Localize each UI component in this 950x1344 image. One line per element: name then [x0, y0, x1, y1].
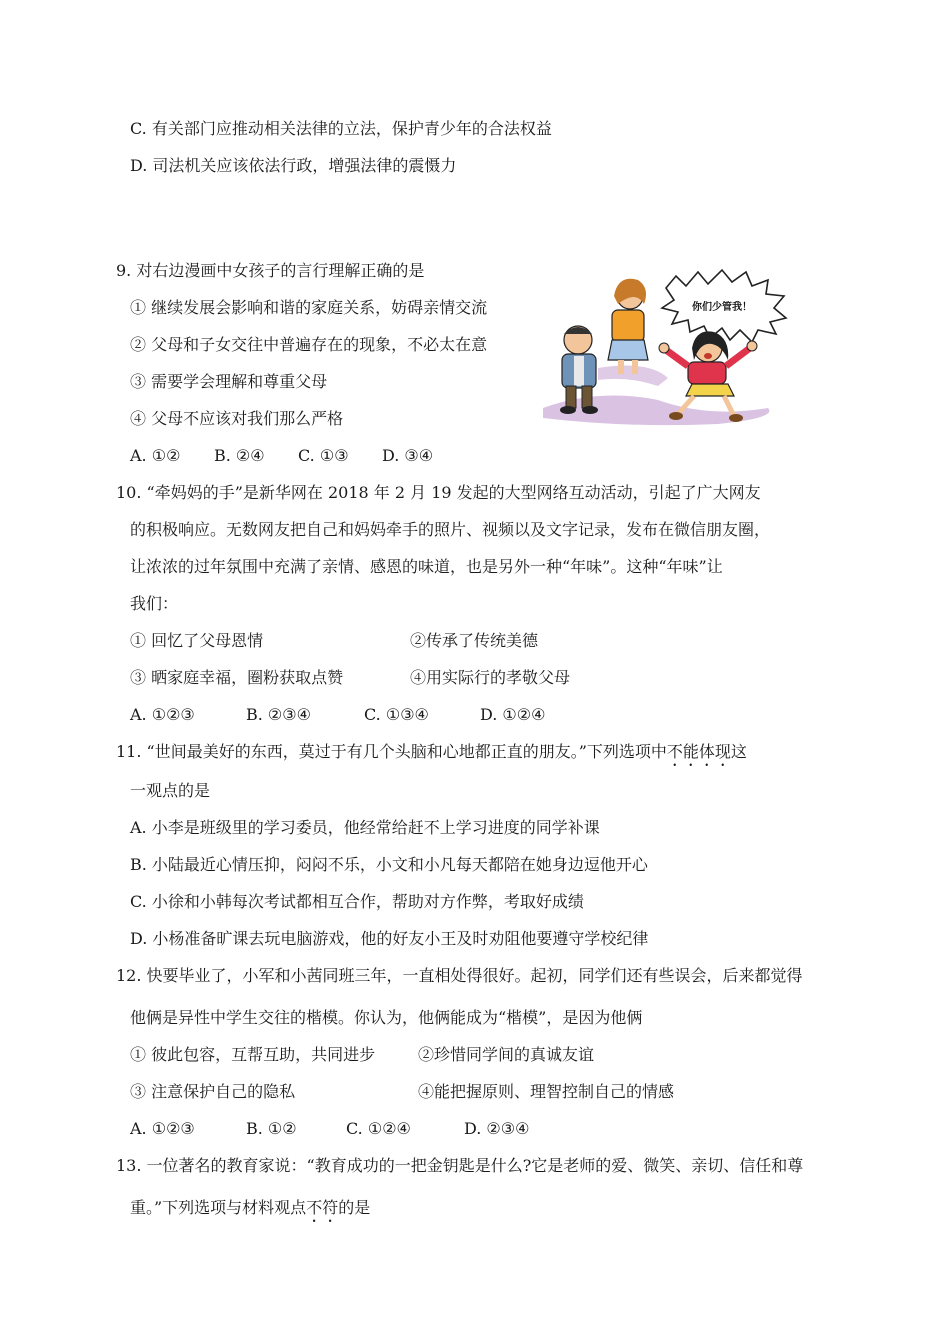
option-c-prev: C. 有关部门应推动相关法律的立法，保护青少年的合法权益	[130, 119, 552, 138]
question-9-item-3: ③ 需要学会理解和尊重父母	[130, 372, 328, 391]
question-12-item-1: ① 彼此包容，互帮互助，共同进步	[130, 1045, 376, 1064]
emphasis-not-match: 不符	[306, 1198, 339, 1217]
question-11-option-d[interactable]: D. 小杨准备旷课去玩电脑游戏，他的好友小王及时劝阻他要遵守学校纪律	[130, 929, 649, 948]
family-cartoon-image	[538, 268, 788, 426]
speech-bubble-text: 你们少管我！	[692, 302, 752, 313]
option-d-prev: D. 司法机关应该依法行政，增强法律的震慑力	[130, 156, 457, 175]
choice-a[interactable]: A. ①②③	[130, 1119, 195, 1138]
question-10-item-2: ②传承了传统美德	[410, 631, 539, 650]
choice-c[interactable]: C. ①③④	[364, 705, 429, 724]
question-10-line-3: 让浓浓的过年氛围中充满了亲情、感恩的味道，也是另外一种“年味”。这种“年味”让	[130, 557, 723, 576]
choice-d[interactable]: D. ②③④	[464, 1119, 530, 1138]
choice-d[interactable]: D. ③④	[382, 446, 434, 465]
mother-figure	[608, 279, 648, 374]
question-13-line-1: 13. 一位著名的教育家说：“教育成功的一把金钥匙是什么?它是老师的爱、微笑、亲切、信任和尊	[116, 1156, 804, 1175]
emphasis-not-reflect: 不能体现	[666, 742, 731, 761]
question-11-line-2: 一观点的是	[130, 781, 211, 800]
question-10-line-2: 的积极响应。无数网友把自己和妈妈牵手的照片、视频以及文字记录，发布在微信朋友圈，	[130, 520, 771, 539]
choice-c[interactable]: C. ①③	[298, 446, 349, 465]
choice-b[interactable]: B. ②④	[214, 446, 265, 465]
question-12-line-2: 他俩是异性中学生交往的楷模。你认为，他俩能成为“楷模”，是因为他俩	[130, 1008, 643, 1027]
question-11-line-1: 11. “世间最美好的东西，莫过于有几个头脑和心地都正直的朋友。”下列选项中不能体现这	[116, 742, 747, 761]
question-12-line-1: 12. 快要毕业了，小军和小茜同班三年，一直相处得很好。起初，同学们还有些误会，后来都觉得	[116, 966, 803, 985]
question-9-stem: 9. 对右边漫画中女孩子的言行理解正确的是	[116, 261, 425, 280]
question-12-item-2: ②珍惜同学间的真诚友谊	[418, 1045, 595, 1064]
question-10-item-1: ① 回忆了父母恩情	[130, 631, 264, 650]
question-9-choices	[130, 446, 433, 466]
choice-d[interactable]: D. ①②④	[480, 705, 546, 724]
question-10-line-4: 我们：	[130, 594, 179, 613]
question-10-item-4: ④用实际行的孝敬父母	[410, 668, 571, 687]
question-9-item-4: ④ 父母不应该对我们那么严格	[130, 409, 344, 428]
question-10-item-3: ③ 晒家庭幸福，圈粉获取点赞	[130, 668, 344, 687]
choice-a[interactable]: A. ①②③	[130, 705, 195, 724]
question-11-option-a[interactable]: A. 小李是班级里的学习委员，他经常给赶不上学习进度的同学补课	[130, 818, 600, 837]
choice-b[interactable]: B. ②③④	[246, 705, 311, 724]
question-11-option-c[interactable]: C. 小徐和小韩每次考试都相互合作，帮助对方作弊，考取好成绩	[130, 892, 584, 911]
choice-b[interactable]: B. ①②	[246, 1119, 297, 1138]
question-9-item-1: ① 继续发展会影响和谐的家庭关系，妨碍亲情交流	[130, 298, 488, 317]
question-11-option-b[interactable]: B. 小陆最近心情压抑，闷闷不乐，小文和小凡每天都陪在她身边逗他开心	[130, 855, 648, 874]
choice-c[interactable]: C. ①②④	[346, 1119, 411, 1138]
question-10-line-1: 10. “牵妈妈的手”是新华网在 2018 年 2 月 19 发起的大型网络互动活动，引起了广大网友	[116, 483, 761, 502]
question-12-choices	[130, 1119, 529, 1139]
question-12-item-3: ③ 注意保护自己的隐私	[130, 1082, 296, 1101]
question-9-item-2: ② 父母和子女交往中普遍存在的现象，不必太在意	[130, 335, 488, 354]
choice-a[interactable]: A. ①②	[130, 446, 181, 465]
question-12-item-4: ④能把握原则、理智控制自己的情感	[418, 1082, 675, 1101]
question-13-line-2: 重。”下列选项与材料观点不符的是	[130, 1198, 371, 1217]
question-10-choices	[130, 705, 545, 725]
